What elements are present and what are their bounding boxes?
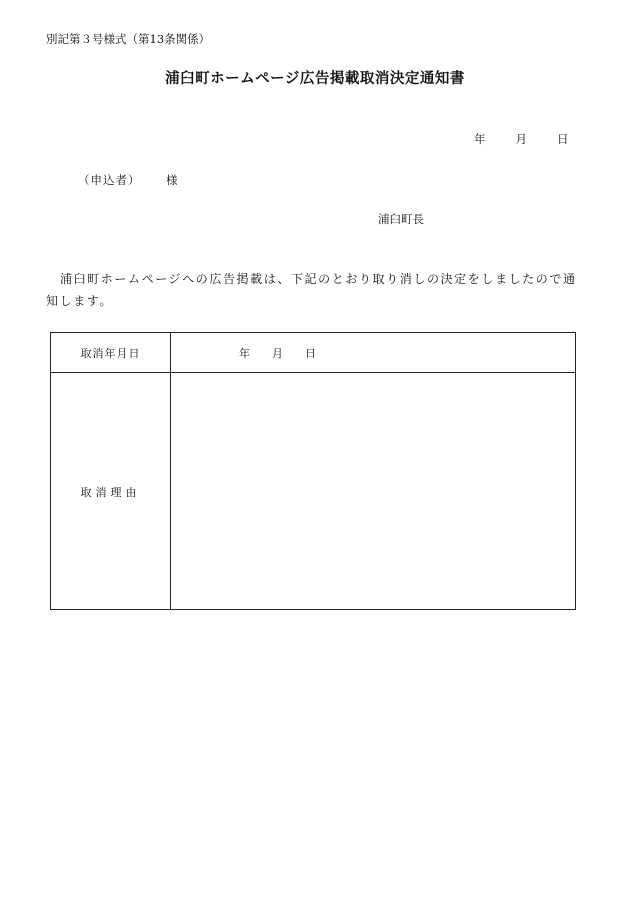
cancellation-date-label: 取消年月日: [80, 347, 141, 360]
cancellation-date-value: 年 月 日: [239, 347, 316, 360]
form-number: 別記第３号様式（第13条関係）: [46, 32, 211, 46]
cancellation-table: [50, 332, 576, 610]
applicant-label: （申込者）: [78, 173, 141, 187]
day-label: 日: [557, 132, 569, 146]
cancellation-reason-value: [171, 373, 575, 609]
notice-body-text: 浦臼町ホームページへの広告掲載は、下記のとおり取り消しの決定をしましたので通知します。: [46, 272, 577, 308]
year-label: 年: [474, 132, 486, 146]
document-title: 浦臼町ホームページ広告掲載取消決定通知書: [165, 70, 465, 87]
honorific-label: 様: [166, 173, 178, 187]
issue-date-line: [474, 131, 569, 147]
cancellation-reason-label: 取消理由: [80, 486, 141, 499]
month-label: 月: [515, 132, 527, 146]
issuer-name: 浦臼町長: [378, 212, 424, 226]
